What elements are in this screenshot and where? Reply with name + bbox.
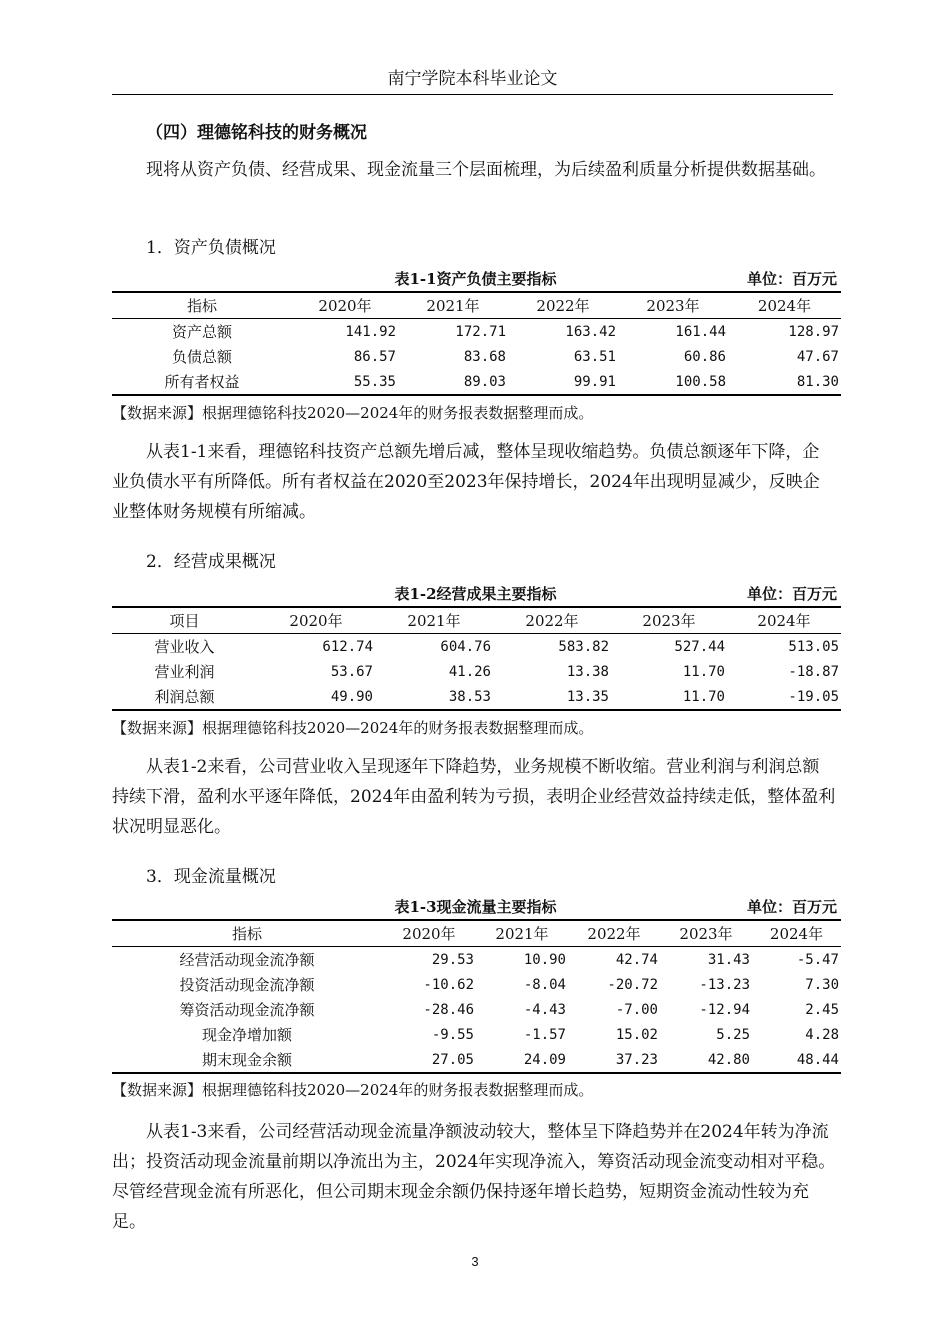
table-header-row [112,920,841,947]
table-row [112,634,841,660]
table1-source-note: 【数据来源】根据理德铭科技2020—2024年的财务报表数据整理而成。 [112,404,594,422]
row-label: 利润总额 [154,688,215,706]
table-cell: 38.53 [448,688,491,705]
subsection-title-cashflow: 3．现金流量概况 [146,867,276,887]
subsection-title-assets: 1．资产负债概况 [146,238,276,258]
table-cell: 100.58 [675,373,726,390]
analysis-paragraph-3: 从表1-3来看，公司经营活动现金流量净额波动较大，整体呈下降趋势并在2024年转为净流出；投资活动现金流量前期以净流出为主，2024年实现净流入，筹资活动现金流变动相对平稳。尽管经营现金流有所恶化，但公司期末现金余额仍保持逐年增长趋势，短期资金流动性较为充足。 [112,1122,836,1232]
table-cell: 24.09 [523,1051,566,1068]
subsection-title-operations: 2．经营成果概况 [146,552,276,572]
column-header: 2021年 [495,925,549,943]
table2-operating-results [112,606,841,711]
row-label: 现金净增加额 [201,1026,292,1044]
table-cell: 63.51 [573,348,616,365]
table-cell: -28.46 [423,1001,474,1018]
table3-title: 表1-3现金流量主要指标 [394,898,557,916]
column-header: 2023年 [679,925,733,943]
column-header: 2022年 [525,612,579,630]
table2-caption [112,583,839,605]
table-cell: 128.97 [788,323,839,340]
table-cell: 5.25 [716,1026,750,1043]
column-header: 2020年 [289,612,343,630]
table-row [112,972,841,997]
analysis-paragraph-1: 从表1-1来看，理德铭科技资产总额先增后减，整体呈现收缩趋势。负债总额逐年下降，企业负债水平有所降低。所有者权益在2020至2023年保持增长，2024年出现明显减少，反映企业整体财务规模有所缩减。 [112,442,820,522]
table-cell: 83.68 [463,348,506,365]
table-row [112,1022,841,1047]
row-label: 资产总额 [171,323,232,341]
row-label: 营业利润 [154,663,215,681]
table-cell: 7.30 [805,976,839,993]
table-cell: -8.04 [523,976,566,993]
page-number: 3 [471,1254,479,1269]
intro-paragraph: 现将从资产负债、经营成果、现金流量三个层面梳理，为后续盈利质量分析提供数据基础。 [146,160,826,180]
table2-title: 表1-2经营成果主要指标 [394,585,557,603]
table-cell: 13.35 [566,688,609,705]
table-cell: -13.23 [699,976,750,993]
table-cell: 513.05 [788,638,839,655]
row-label: 期末现金余额 [201,1051,292,1069]
table1-balance-sheet [112,291,841,396]
table-cell: 41.26 [448,663,491,680]
table-cell: 161.44 [675,323,726,340]
column-header: 2020年 [402,925,456,943]
table-cell: 27.05 [431,1051,474,1068]
table-cell: 42.74 [615,951,658,968]
column-header: 2023年 [646,297,700,315]
column-header: 2020年 [318,297,372,315]
table-cell: 527.44 [674,638,725,655]
table-row [112,997,841,1022]
table-header-row [112,292,841,319]
table-cell: 89.03 [463,373,506,390]
table-cell: -7.00 [615,1001,658,1018]
table-cell: 604.76 [440,638,491,655]
table-cell: 4.28 [805,1026,839,1043]
table-cell: 13.38 [566,663,609,680]
table-cell: 15.02 [615,1026,658,1043]
table-cell: 163.42 [565,323,616,340]
table-cell: 29.53 [431,951,474,968]
table-cell: -4.43 [523,1001,566,1018]
table3-source-note: 【数据来源】根据理德铭科技2020—2024年的财务报表数据整理而成。 [112,1081,594,1099]
table2-source-note: 【数据来源】根据理德铭科技2020—2024年的财务报表数据整理而成。 [112,719,594,737]
table-cell: 49.90 [330,688,373,705]
column-header: 2024年 [769,925,824,943]
table-row [112,369,841,395]
section-title: （四）理德铭科技的财务概况 [146,123,367,143]
table-cell: 172.71 [455,323,506,340]
column-header: 2022年 [536,297,590,315]
column-header: 项目 [169,612,200,630]
table-row [112,344,841,369]
table-header-row [112,607,841,634]
table-cell: 86.57 [353,348,396,365]
table-row [112,947,841,973]
table-cell: 11.70 [682,663,725,680]
table3-cash-flow [112,919,841,1074]
table-cell: 31.43 [707,951,750,968]
row-label: 经营活动现金流净额 [179,951,315,969]
column-header: 指标 [186,297,217,315]
table-cell: -12.94 [699,1001,750,1018]
table-cell: -1.57 [523,1026,566,1043]
table1-title: 表1-1资产负债主要指标 [394,270,557,288]
table-cell: -19.05 [788,688,839,705]
table-cell: 48.44 [796,1051,839,1068]
table-cell: 583.82 [558,638,609,655]
table-row [112,319,841,345]
table-cell: 141.92 [345,323,396,340]
table1-unit: 单位：百万元 [746,270,837,288]
table-cell: 60.86 [683,348,726,365]
table-cell: 81.30 [796,373,839,390]
table-cell: 99.91 [573,373,616,390]
table1-caption [112,268,839,290]
table-cell: 55.35 [353,373,396,390]
table-cell: -9.55 [431,1026,474,1043]
column-header: 2021年 [407,612,461,630]
table-cell: -5.47 [796,951,839,968]
analysis-paragraph-2: 从表1-2来看，公司营业收入呈现逐年下降趋势，业务规模不断收缩。营业利润与利润总额持续下滑，盈利水平逐年降低，2024年由盈利转为亏损，表明企业经营效益持续走低，整体盈利状况明显恶化。 [112,757,836,837]
table-row [112,1047,841,1073]
column-header: 2023年 [642,612,696,630]
table-cell: 612.74 [322,638,373,655]
row-label: 所有者权益 [164,373,240,391]
table-cell: 10.90 [523,951,566,968]
table-row [112,684,841,710]
table-cell: -18.87 [788,663,839,680]
table2-unit: 单位：百万元 [746,585,837,603]
row-label: 筹资活动现金流净额 [179,1001,315,1019]
row-label: 投资活动现金流净额 [179,976,315,994]
column-header: 2024年 [757,297,812,315]
table-cell: -10.62 [423,976,474,993]
table-cell: 11.70 [682,688,725,705]
column-header: 2022年 [587,925,641,943]
table-row [112,659,841,684]
column-header: 2021年 [426,297,480,315]
row-label: 负债总额 [171,348,232,366]
column-header: 指标 [231,925,262,943]
table3-caption [112,896,839,918]
table-cell: 53.67 [330,663,373,680]
table-cell: 47.67 [796,348,839,365]
table-cell: 37.23 [615,1051,658,1068]
table-cell: -20.72 [607,976,658,993]
table-cell: 2.45 [805,1001,839,1018]
table-cell: 42.80 [707,1051,750,1068]
table3-unit: 单位：百万元 [746,898,837,916]
row-label: 营业收入 [154,638,215,656]
column-header: 2024年 [757,612,811,630]
page-header: 南宁学院本科毕业论文 [112,64,833,95]
